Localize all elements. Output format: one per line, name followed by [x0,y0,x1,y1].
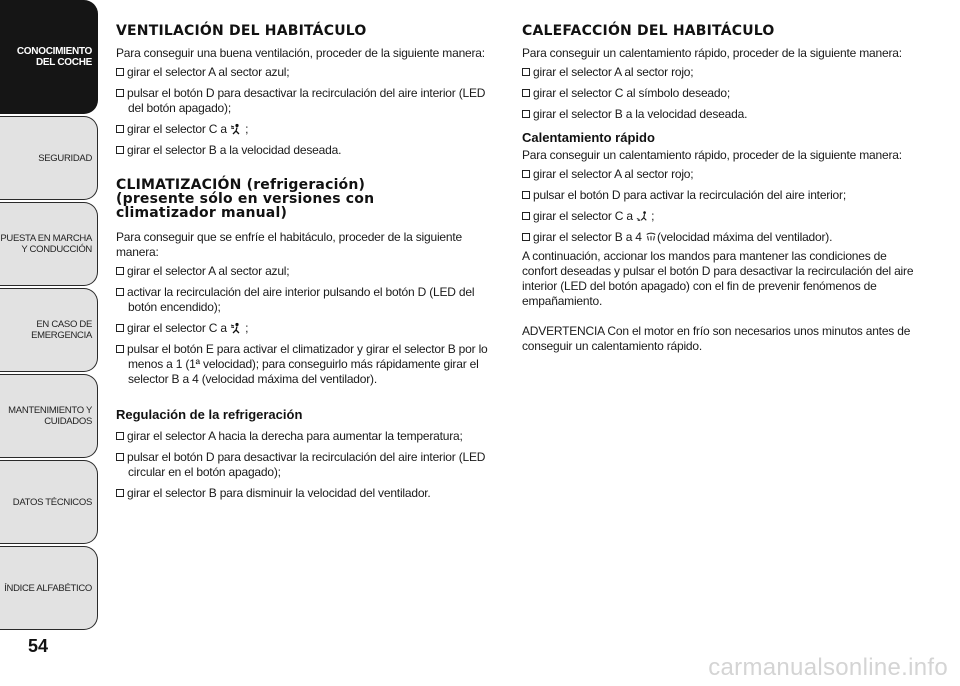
checkbox-bullet-icon [116,432,124,440]
watermark-text: carmanualsonline.info [708,654,948,681]
climatizacion-intro: Para conseguir que se enfríe el habitáculo, proceder de la siguiente manera: [116,230,462,259]
checkbox-bullet-icon [116,324,124,332]
list-item: pulsar el botón E para activar el climatizador y girar el selector B por lo menos a 1 (1ª velocidad); para conseguirlo más rápidamente girar el selector B a 4 (velocidad máxima del ventilador). [116,342,501,387]
rapido-intro: Para conseguir un calentamiento rápido, proceder de la siguiente manera: [522,148,902,162]
warning-text: ADVERTENCIA Con el motor en frío son necesarios unos minutos antes de conseguir un calentamiento rápido. [522,324,911,353]
list-item: girar el selector C al símbolo deseado; [522,86,922,101]
face-vent-icon [230,123,242,135]
checkbox-bullet-icon [522,110,530,118]
tab-label-line1: DATOS TÉCNICOS [12,496,92,508]
face-vent-icon [230,322,242,334]
list-item: activar la recirculación del aire interior pulsando el botón D (LED del botón encendido); [116,285,501,315]
list-item: pulsar el botón D para desactivar la recirculación del aire interior (LED circular en el botón apagado); [116,450,501,480]
section-title-calefaccion: CALEFACCIÓN DEL HABITÁCULO [522,23,775,39]
list-item: girar el selector C a ; [522,209,922,224]
list-item: pulsar el botón D para desactivar la recirculación del aire interior (LED del botón apagado); [116,86,501,116]
checkbox-bullet-icon [522,212,530,220]
list-item: girar el selector A al sector rojo; [522,167,922,182]
checkbox-bullet-icon [116,489,124,497]
tab-label-line1: SEGURIDAD [38,152,92,164]
list-item: girar el selector A al sector rojo; [522,65,922,80]
tab-label-line2: EMERGENCIA [31,330,92,341]
list-item: girar el selector B para disminuir la velocidad del ventilador. [116,486,501,501]
fan-icon [645,231,657,243]
list-item: girar el selector B a la velocidad deseada. [116,143,501,158]
tab-label-line1: ÍNDICE ALFABÉTICO [4,582,92,594]
tab-datos-tecnicos[interactable] [0,460,98,544]
tab-puesta-en-marcha[interactable] [0,202,98,286]
list-item: girar el selector C a ; [116,122,501,137]
checkbox-bullet-icon [116,125,124,133]
right-column [522,24,922,354]
checkbox-bullet-icon [116,345,124,353]
section-title-ventilacion: VENTILACIÓN DEL HABITÁCULO [116,23,367,39]
list-item: girar el selector B a la velocidad deseada. [522,107,922,122]
checkbox-bullet-icon [522,170,530,178]
checkbox-bullet-icon [116,146,124,154]
tab-conocimiento-del-coche[interactable] [0,0,98,114]
section-title-regulacion: Regulación de la refrigeración [116,407,303,422]
checkbox-bullet-icon [116,453,124,461]
checkbox-bullet-icon [522,233,530,241]
tab-label-line2: DEL COCHE [35,57,92,68]
tab-mantenimiento-y-cuidados[interactable] [0,374,98,458]
checkbox-bullet-icon [522,89,530,97]
tab-en-caso-de-emergencia[interactable] [0,288,98,372]
calefaccion-intro: Para conseguir un calentamiento rápido, proceder de la siguiente manera: [522,46,902,60]
checkbox-bullet-icon [116,267,124,275]
ventilacion-intro: Para conseguir una buena ventilación, proceder de la siguiente manera: [116,46,485,60]
list-item: girar el selector C a ; [116,321,501,336]
tab-label-line1: EN CASO DE [36,319,92,330]
tab-label-line2: CUIDADOS [44,416,92,427]
tab-indice-alfabetico[interactable] [0,546,98,630]
rapido-after-text: A continuación, accionar los mandos para mantener las condiciones de confort deseadas y pulsar el botón D para desactivar la recirculación del aire interior (LED del botón apagado) con el fin de prevenir fenómenos de empañamiento. [522,249,914,308]
tab-label-line2: Y CONDUCCIÓN [21,244,92,255]
tab-label-line1: MANTENIMIENTO Y [8,405,92,416]
checkbox-bullet-icon [522,68,530,76]
tab-label-line1: PUESTA EN MARCHA [0,233,92,244]
list-item: girar el selector A al sector azul; [116,65,501,80]
section-title-climatizacion: CLIMATIZACIÓN (refrigeración) (presente sólo en versiones con climatizador manual) [116,177,375,221]
left-column [116,24,501,501]
tab-label-line1: CONOCIMIENTO [16,46,92,57]
checkbox-bullet-icon [116,89,124,97]
checkbox-bullet-icon [522,191,530,199]
list-item: pulsar el botón D para activar la recirculación del aire interior; [522,188,922,203]
checkbox-bullet-icon [116,68,124,76]
list-item: girar el selector B a 4 (velocidad máxima del ventilador). [522,230,922,245]
list-item: girar el selector A hacia la derecha para aumentar la temperatura; [116,429,501,444]
feet-vent-icon [636,210,648,222]
checkbox-bullet-icon [116,288,124,296]
list-item: girar el selector A al sector azul; [116,264,501,279]
section-title-calentamiento-rapido: Calentamiento rápido [522,130,655,145]
tab-seguridad[interactable] [0,116,98,200]
page-number: 54 [28,636,49,656]
